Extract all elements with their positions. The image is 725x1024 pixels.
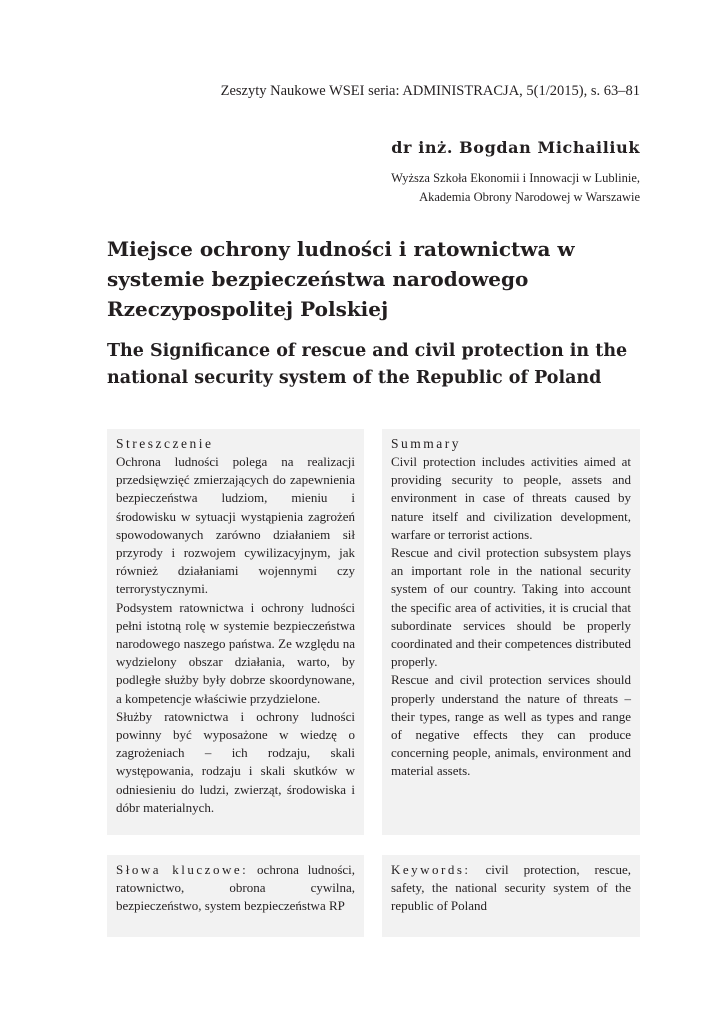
keywords-english-text: civil protection, rescue, safety, the national security system of the republic of Poland [391,862,631,914]
author-affiliation [391,169,640,207]
title-english: The Significance of rescue and civil protection in the national security system of the Republic of Poland [107,341,628,388]
affiliation-line-1: Wyższa Szkoła Ekonomii i Innowacji w Lublinie, [391,171,640,185]
journal-citation: Zeszyty Naukowe WSEI seria: ADMINISTRACJA, 5(1/2015), s. 63–81 [220,83,640,99]
keywords-english-label: Keywords: [391,862,471,877]
abstract-polish-paragraph: Ochrona ludności polega na realizacji przedsięwzięć zmierzających do zapewnienia bezpieczeństwa ludziom, mieniu i środowisku w sytuacji wystąpienia zagrożeń spowodowanych zarówno działaniem sił przyrody i rozwojem cywilizacyjnym, jak również działaniami wojennymi czy terrorystycznymi. [116,454,355,597]
abstract-english-paragraph: Rescue and civil protection services should properly understand the nature of threats – their types, range as well as types and range of negative effects they can produce concerning people, animals, environment and material assets. [391,672,631,779]
abstract-polish-heading: Streszczenie [116,436,214,451]
abstract-english-heading: Summary [391,436,461,451]
author-name: dr inż. Bogdan Michailiuk [391,138,640,157]
affiliation-line-2: Akademia Obrony Narodowej w Warszawie [419,190,640,204]
keywords-polish-label: Słowa kluczowe: [116,862,249,877]
abstract-english [382,429,640,835]
title-polish: Miejsce ochrony ludności i ratownictwa w systemie bezpieczeństwa narodowego Rzeczypospolitej Polskiej [107,237,575,321]
abstract-polish-paragraph: Służby ratownictwa i ochrony ludności powinny być wyposażone w wiedzę o zagrożeniach – ich rodzaju, skali występowania, rodzaju i skali skutków w odniesieniu do ludzi, zwierząt, środowiska i dóbr materialnych. [116,708,355,815]
keywords-polish-text: ochrona ludności, ratownictwo, obrona cywilna, bezpieczeństwo, system bezpieczeństwa RP [116,862,356,914]
abstract-english-paragraph: Civil protection includes activities aimed at providing security to people, assets and environment in case of threats caused by nature itself and civilization development, warfare or terrorist actions. [391,454,631,542]
keywords-english-content [391,861,631,916]
keywords-english [382,855,640,937]
abstract-english-paragraph: Rescue and civil protection subsystem plays an important role in the national security system of our country. Taking into account the specific area of activities, it is crucial that subordinate services should be properly coordinated and their competences distributed properly. [391,545,631,670]
abstract-polish-paragraph: Podsystem ratownictwa i ochrony ludności pełni istotną rolę w systemie bezpieczeństwa narodowego naszego państwa. Ze względu na wydzielony obszar działania, warto, by podległe służby były dobrze skoordynowane, a kompetencje właściwie przydzielone. [116,599,355,706]
abstract-polish [107,429,364,835]
keywords-polish [107,855,364,937]
keywords-polish-content [116,861,355,916]
